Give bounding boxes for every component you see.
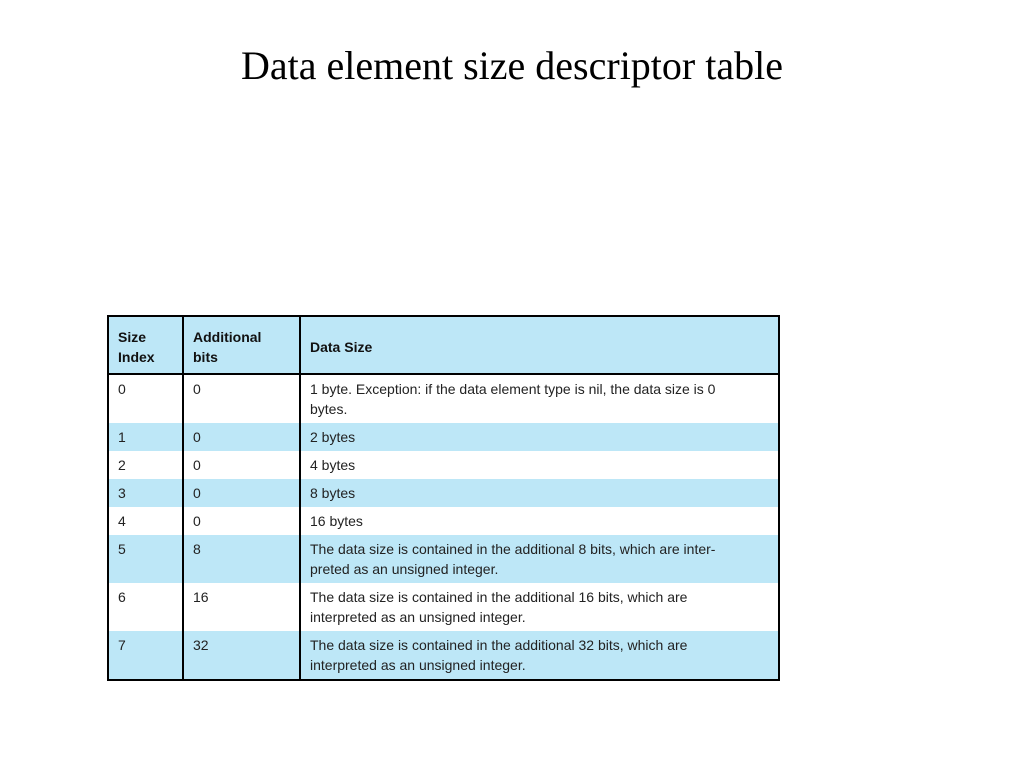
cell-data-size-line: 2 bytes	[310, 429, 356, 445]
page-title: Data element size descriptor table	[241, 43, 783, 88]
cell-additional-bits: 0	[183, 507, 300, 535]
table-row	[108, 451, 779, 479]
cell-additional-bits: 8	[183, 535, 300, 583]
cell-size-index: 7	[108, 631, 183, 680]
size-descriptor-table	[107, 315, 780, 681]
cell-data-size-line: interpreted as an unsigned integer.	[310, 657, 526, 673]
header-data-size: Data Size	[300, 316, 779, 374]
table-row	[108, 535, 779, 583]
cell-data-size-line: 1 byte. Exception: if the data element type is nil, the data size is 0	[310, 381, 716, 397]
header-additional-bits	[183, 316, 300, 374]
header-additional-bits-line-2: bits	[193, 349, 218, 365]
cell-size-index: 5	[108, 535, 183, 583]
table-row	[108, 507, 779, 535]
cell-data-size-line: The data size is contained in the additional 8 bits, which are inter-	[310, 541, 716, 557]
cell-data-size	[300, 507, 779, 535]
cell-additional-bits: 0	[183, 423, 300, 451]
cell-data-size	[300, 479, 779, 507]
cell-size-index: 0	[108, 374, 183, 423]
header-additional-bits-line-1: Additional	[193, 329, 262, 345]
header-size-index-line-2: Index	[118, 349, 155, 365]
header-size-index-line-1: Size	[118, 329, 147, 345]
table-header-row	[108, 316, 779, 374]
cell-size-index: 1	[108, 423, 183, 451]
cell-data-size-line: 8 bytes	[310, 485, 356, 501]
cell-additional-bits: 32	[183, 631, 300, 680]
cell-size-index: 3	[108, 479, 183, 507]
cell-data-size	[300, 583, 779, 631]
cell-additional-bits: 0	[183, 374, 300, 423]
cell-data-size	[300, 631, 779, 680]
cell-data-size-line: bytes.	[310, 401, 348, 417]
table-row	[108, 374, 779, 423]
cell-data-size-line: 4 bytes	[310, 457, 356, 473]
cell-size-index: 2	[108, 451, 183, 479]
table-row	[108, 479, 779, 507]
cell-data-size-line: The data size is contained in the additional 32 bits, which are	[310, 637, 688, 653]
cell-data-size-line: interpreted as an unsigned integer.	[310, 609, 526, 625]
table-row	[108, 423, 779, 451]
cell-additional-bits: 16	[183, 583, 300, 631]
cell-data-size	[300, 535, 779, 583]
cell-size-index: 6	[108, 583, 183, 631]
cell-data-size	[300, 374, 779, 423]
cell-additional-bits: 0	[183, 479, 300, 507]
cell-data-size	[300, 451, 779, 479]
cell-additional-bits: 0	[183, 451, 300, 479]
header-size-index	[108, 316, 183, 374]
table-row	[108, 631, 779, 680]
table-body	[108, 374, 779, 680]
cell-data-size-line: preted as an unsigned integer.	[310, 561, 499, 577]
cell-size-index: 4	[108, 507, 183, 535]
table-row	[108, 583, 779, 631]
cell-data-size-line: 16 bytes	[310, 513, 363, 529]
cell-data-size-line: The data size is contained in the additional 16 bits, which are	[310, 589, 688, 605]
cell-data-size	[300, 423, 779, 451]
